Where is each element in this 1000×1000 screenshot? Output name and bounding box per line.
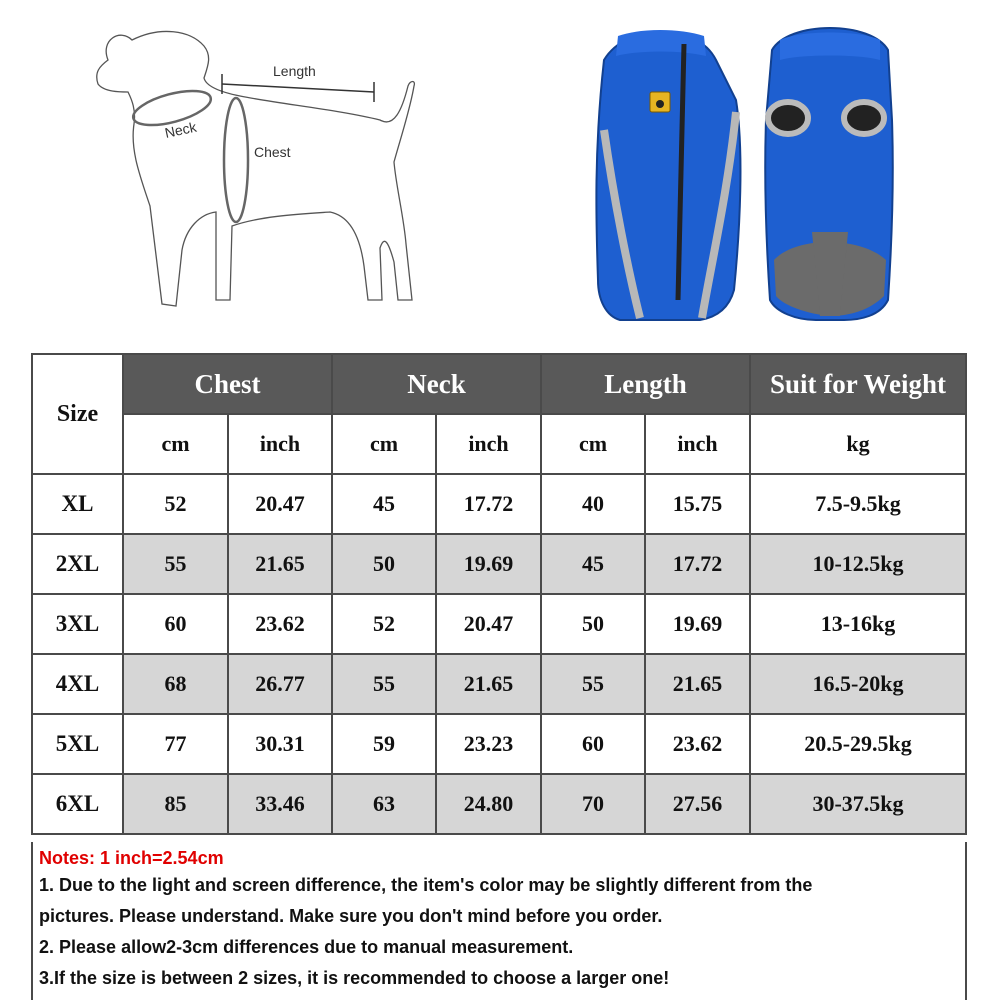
- note-line: 2. Please allow2-3cm differences due to manual measurement.: [39, 937, 574, 957]
- table-row: [32, 474, 966, 534]
- value-cell: 23.23: [436, 714, 541, 774]
- value-cell: 45: [332, 474, 436, 534]
- jacket-front-icon: [596, 30, 740, 320]
- note-line: 1. Due to the light and screen difference, the item's color may be slightly different from the: [39, 875, 813, 895]
- value-cell: 52: [332, 594, 436, 654]
- value-cell: 23.62: [645, 714, 750, 774]
- value-cell: 40: [541, 474, 645, 534]
- value-cell: 21.65: [645, 654, 750, 714]
- neck-label: Neck: [163, 118, 198, 141]
- size-cell: XL: [32, 474, 123, 534]
- value-cell: 68: [123, 654, 228, 714]
- unit-cell: inch: [436, 414, 541, 474]
- value-cell: 63: [332, 774, 436, 834]
- weight-header: Suit for Weight: [750, 354, 966, 414]
- value-cell: 50: [541, 594, 645, 654]
- neck-header: Neck: [332, 354, 541, 414]
- jacket-back-icon: [765, 28, 893, 320]
- dog-outline-icon: [97, 31, 415, 306]
- unit-cell: cm: [332, 414, 436, 474]
- value-cell: 59: [332, 714, 436, 774]
- value-cell: 33.46: [228, 774, 332, 834]
- value-cell: 45: [541, 534, 645, 594]
- value-cell: 55: [332, 654, 436, 714]
- note-line: pictures. Please understand. Make sure you don't mind before you order.: [39, 906, 663, 926]
- length-header: Length: [541, 354, 750, 414]
- notes-title: Notes: 1 inch=2.54cm: [39, 848, 224, 868]
- value-cell: 17.72: [436, 474, 541, 534]
- value-cell: 20.47: [228, 474, 332, 534]
- value-cell: 15.75: [645, 474, 750, 534]
- table-row: [32, 774, 966, 834]
- value-cell: 52: [123, 474, 228, 534]
- value-cell: 26.77: [228, 654, 332, 714]
- value-cell: 50: [332, 534, 436, 594]
- length-label: Length: [273, 63, 316, 79]
- size-cell: 4XL: [32, 654, 123, 714]
- value-cell: 70: [541, 774, 645, 834]
- size-cell: 2XL: [32, 534, 123, 594]
- size-cell: 5XL: [32, 714, 123, 774]
- table-row: [32, 714, 966, 774]
- chest-label: Chest: [254, 144, 291, 160]
- value-cell: 10-12.5kg: [750, 534, 966, 594]
- value-cell: 20.5-29.5kg: [750, 714, 966, 774]
- value-cell: 27.56: [645, 774, 750, 834]
- size-rows: [32, 474, 966, 834]
- note-line: 3.If the size is between 2 sizes, it is recommended to choose a larger one!: [39, 968, 670, 988]
- value-cell: 17.72: [645, 534, 750, 594]
- chest-ring-icon: [224, 98, 248, 222]
- value-cell: 7.5-9.5kg: [750, 474, 966, 534]
- table-row: [32, 534, 966, 594]
- value-cell: 60: [123, 594, 228, 654]
- value-cell: 19.69: [436, 534, 541, 594]
- value-cell: 55: [541, 654, 645, 714]
- value-cell: 77: [123, 714, 228, 774]
- value-cell: 30.31: [228, 714, 332, 774]
- value-cell: 23.62: [228, 594, 332, 654]
- table-row: [32, 654, 966, 714]
- unit-cell: inch: [228, 414, 332, 474]
- size-chart-table: [31, 353, 967, 835]
- value-cell: 21.65: [228, 534, 332, 594]
- size-cell: 3XL: [32, 594, 123, 654]
- header-unit-row: [32, 414, 966, 474]
- notes-section: [31, 842, 967, 1000]
- value-cell: 55: [123, 534, 228, 594]
- value-cell: 16.5-20kg: [750, 654, 966, 714]
- table-row: [32, 594, 966, 654]
- value-cell: 30-37.5kg: [750, 774, 966, 834]
- unit-cell: kg: [750, 414, 966, 474]
- value-cell: 85: [123, 774, 228, 834]
- header-group-row: [32, 354, 966, 414]
- size-header: Size: [32, 354, 123, 474]
- value-cell: 60: [541, 714, 645, 774]
- unit-cell: cm: [541, 414, 645, 474]
- value-cell: 20.47: [436, 594, 541, 654]
- value-cell: 13-16kg: [750, 594, 966, 654]
- value-cell: 21.65: [436, 654, 541, 714]
- value-cell: 24.80: [436, 774, 541, 834]
- chest-header: Chest: [123, 354, 332, 414]
- illustration-svg: [0, 0, 1000, 350]
- unit-cell: inch: [645, 414, 750, 474]
- size-cell: 6XL: [32, 774, 123, 834]
- value-cell: 19.69: [645, 594, 750, 654]
- unit-cell: cm: [123, 414, 228, 474]
- illustration-area: [0, 0, 1000, 350]
